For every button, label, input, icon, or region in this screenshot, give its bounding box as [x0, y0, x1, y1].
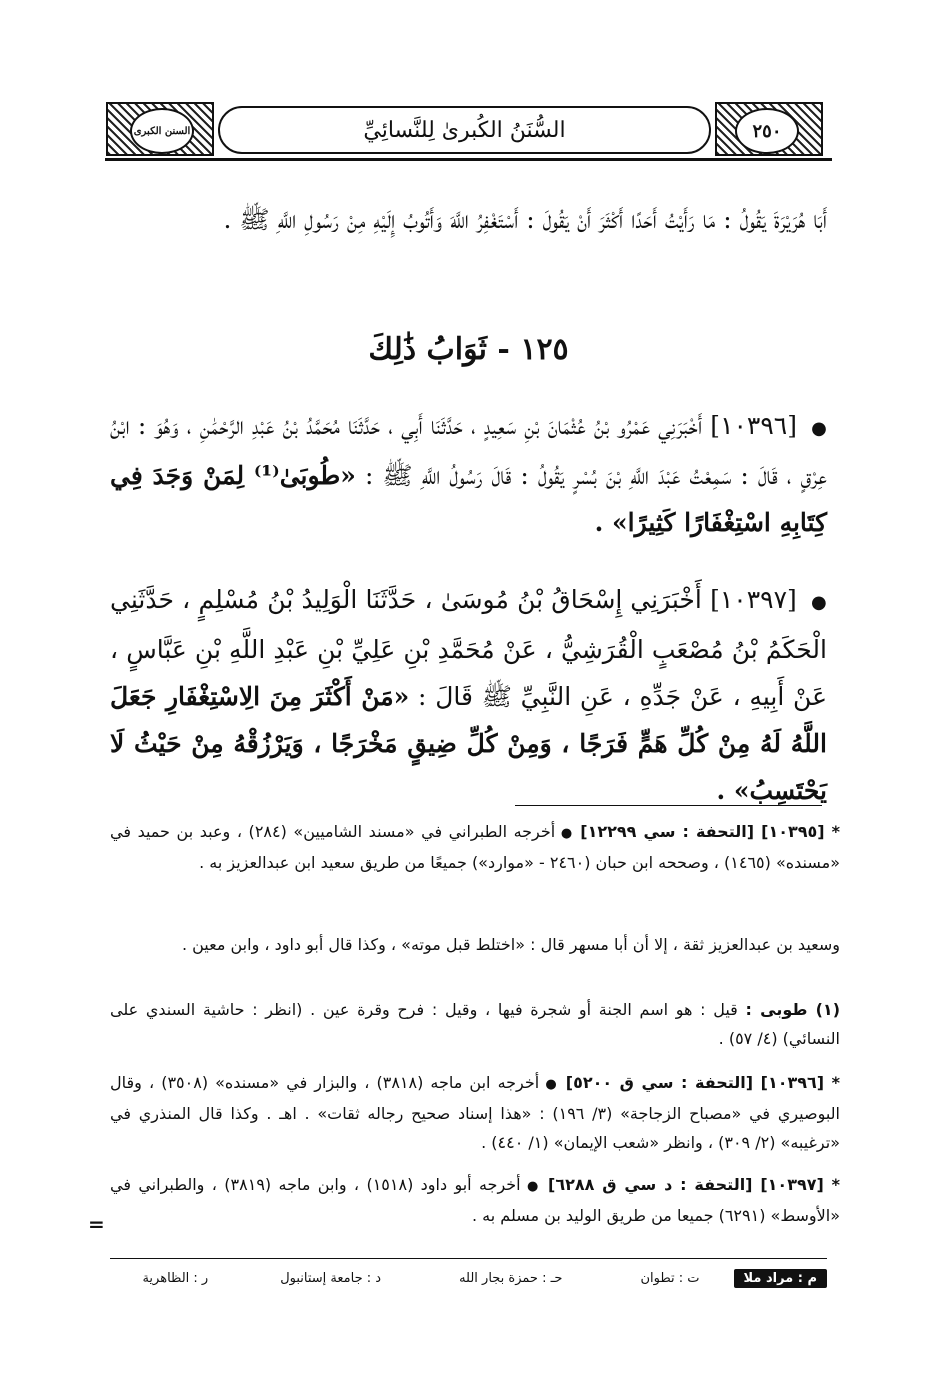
page-number	[735, 108, 799, 154]
header-ornament-left	[106, 102, 214, 156]
footnote-text: أخرجه ابن ماجه (٣٨١٨) ، والبزار في «مسنده» (٣٥٠٨) ، وقال البوصيري في «مصباح الزجاجة» (٣/ ١٩٦) : «هذا إسناد صحيح رجاله ثقات» . اهـ . وكذا قال المنذري في «ترغيبه» (٢/ ٣٠٩) ، وانظر «شعب الإيمان» (١/ ٤٤٠) .	[110, 1073, 841, 1152]
footnote-10397	[110, 1170, 840, 1230]
emblem-icon	[130, 108, 194, 154]
footnote-text: أخرجه أبو داود (١٥١٨) ، وابن ماجه (٣٨١٩) ، والطبراني في «الأوسط» (٦٢٩١) جميعا من طريق الوليد بن مسلم به .	[110, 1175, 840, 1225]
bullet-icon: ●	[811, 592, 828, 613]
footnote-text: قيل : هو اسم الجنة أو شجرة فيها ، وقيل : فرح وقرة عين . (انظر : حاشية السندي على النسائي) (٤/ ٥٧) .	[110, 1000, 840, 1048]
bullet-icon: ●	[811, 418, 827, 439]
page-header	[106, 102, 823, 156]
footnote-ref: * [١٠٣٩٥] [التحفة : سي ١٢٢٩٩]	[580, 822, 841, 841]
hadith-10396	[110, 402, 827, 546]
manuscript-d: د : جامعة إستانبول	[280, 1270, 382, 1286]
hadith-number: [١٠٣٩٦]	[710, 411, 797, 440]
bullet-icon: ●	[555, 826, 574, 841]
hadith-number: [١٠٣٩٧]	[710, 585, 797, 614]
manuscript-r: ر : الظاهرية	[142, 1270, 209, 1286]
page-number-text: ٢٥٠	[752, 120, 782, 142]
footnote-1	[110, 995, 840, 1053]
footnote-ref: * [١٠٣٩٦] [التحفة : سي ق ٥٢٠٠]	[565, 1073, 841, 1092]
footnote-10396	[110, 1068, 840, 1157]
manuscript-h: حـ : حمزة بجار الله	[459, 1270, 563, 1286]
footnote-text: أخرجه الطبراني في «مسند الشاميين» (٢٨٤) ، وعبد بن حميد في «مسنده» (١٤٦٥) ، وصححه ابن حبان (٢٤٦٠ - «موارد») جميعًا من طريق سعيد ابن عبدالعزيز به .	[110, 822, 840, 872]
book-title-text: السُّنَنُ الكُبرىٰ لِلنَّسائِيِّ	[363, 117, 566, 143]
footnote-divider	[515, 805, 822, 806]
hadith-isnad: أَخْبَرَنِي إِسْحَاقُ بْنُ مُوسَىٰ ، حَدَّثَنَا الْوَلِيدُ بْنُ مُسْلِمٍ ، حَدَّثَنِي الْحَكَمُ بْنُ مُصْعَبٍ الْقُرَشِيُّ ، عَنْ مُحَمَّدِ بْنِ عَلِيِّ بْنِ عَبْدِ اللَّهِ بْنِ عَبَّاسٍ ، عَنْ أَبِيهِ ، عَنْ جَدِّهِ ، عَنِ النَّبِيِّ ﷺ قَالَ :	[110, 585, 827, 711]
header-ornament-right	[715, 102, 823, 156]
bullet-icon: ●	[539, 1077, 559, 1092]
chapter-heading: ١٢٥ - ثَوَابُ ذَٰلِكَ	[368, 332, 569, 367]
footnote-10395	[110, 817, 840, 877]
bullet-icon: ●	[520, 1179, 541, 1194]
header-divider	[105, 158, 832, 161]
footnote-10395-note: وسعيد بن عبدالعزيز ثقة ، إلا أن أبا مسهر قال : «اختلط قبل موته» ، وكذا قال أبو داود ، وابن معين .	[181, 935, 840, 954]
continuation-mark: =	[88, 1212, 105, 1236]
hadith-matn: «طُوبَىٰ⁽¹⁾ لِمَنْ وَجَدَ فِي كِتَابِهِ اسْتِغْفَارًا كَثِيرًا» .	[110, 461, 827, 537]
hadith-10397	[110, 576, 827, 814]
emblem-text: السنن الكبرى	[133, 125, 191, 137]
bottom-divider	[110, 1258, 827, 1259]
footnote-ref: * [١٠٣٩٧] [التحفة : د سي ق ٦٢٨٨]	[548, 1175, 841, 1194]
manuscript-m: م : مراد ملا	[734, 1269, 828, 1288]
intro-paragraph: أَبَا هُرَيْرَةَ يَقُولُ : مَا رَأَيْتُ أَحَدًا أَكْثَرَ أَنْ يَقُولَ : أَسْتَغْفِرُ اللَّهَ وَأَتُوبُ إِلَيْهِ مِنْ رَسُولِ اللَّهِ ﷺ .	[223, 205, 827, 234]
footnote-label: (١) طوبى :	[745, 1000, 840, 1019]
book-title	[218, 106, 711, 154]
hadith-matn: «مَنْ أَكْثَرَ مِنَ الِاسْتِغْفَارِ جَعَلَ اللَّهُ لَهُ مِنْ كُلِّ هَمٍّ فَرَجًا ، وَمِنْ كُلِّ ضِيقٍ مَخْرَجًا ، وَيَرْزُقْهُ مِنْ حَيْثُ لَا يَحْتَسِبُ» .	[110, 682, 827, 805]
manuscript-legend	[110, 1264, 827, 1292]
hadith-isnad: أَخْبَرَنِي عَمْرُو بْنُ عُثْمَانَ بْنِ سَعِيدٍ ، حَدَّثَنَا أَبِي ، حَدَّثَنَا مُحَمَّدُ بْنُ عَبْدِ الرَّحْمَٰنِ ، وَهُوَ : ابْنُ عِرْقٍ ، قَالَ : سَمِعْتُ عَبْدَ اللَّهِ بْنَ بُسْرٍ يَقُولُ : قَالَ رَسُولُ اللَّهِ ﷺ :	[110, 411, 827, 490]
manuscript-t: ت : تطوان	[640, 1270, 700, 1286]
